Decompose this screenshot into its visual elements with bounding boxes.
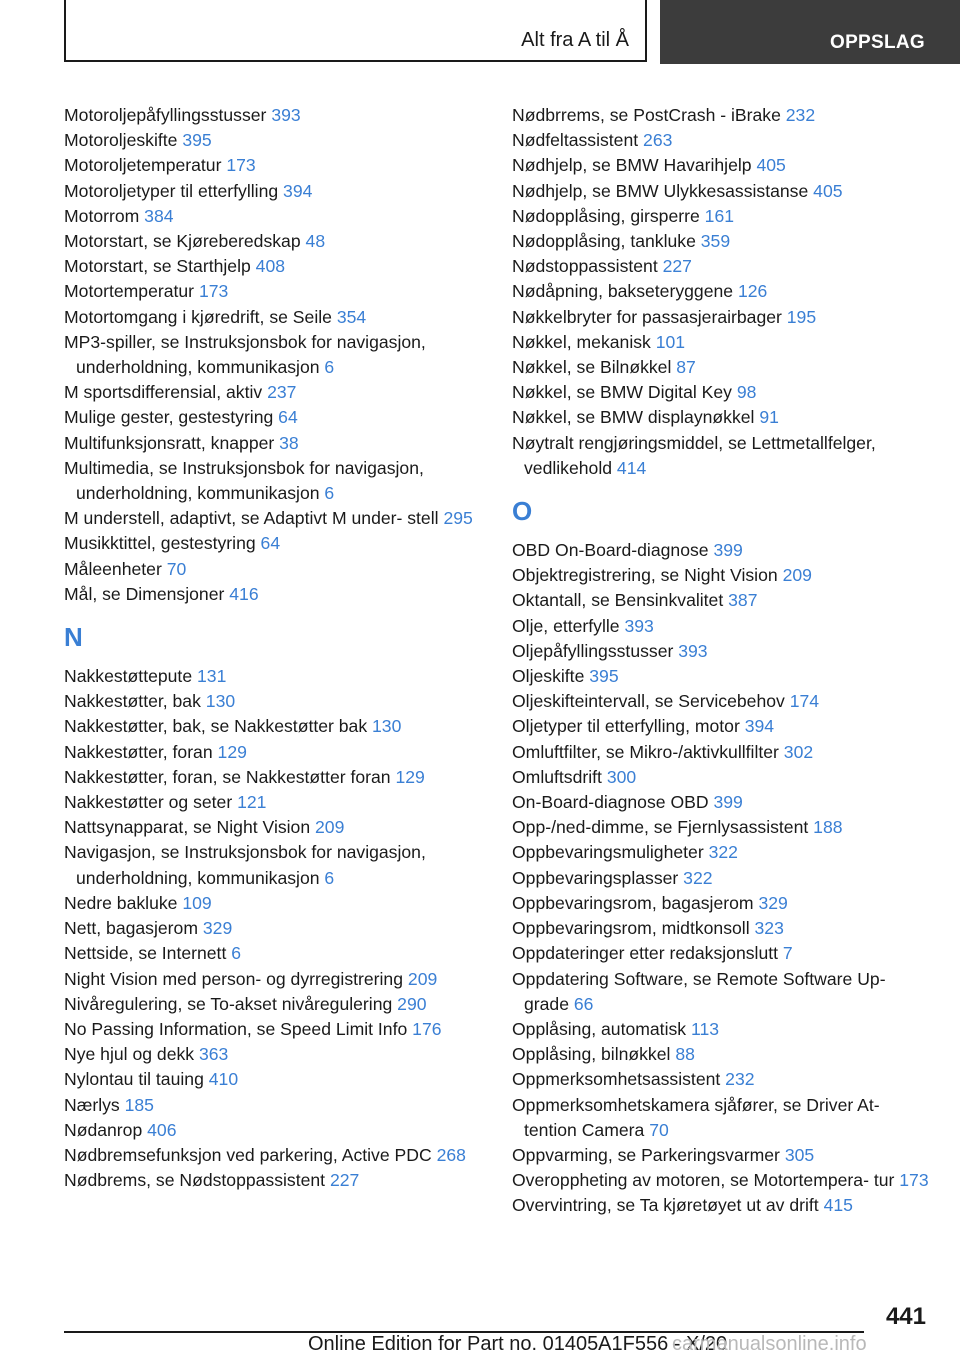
index-entry-text: Nødanrop [64,1119,143,1140]
index-entry [512,1017,932,1042]
page-reference-link[interactable]: 387 [728,590,758,611]
index-entry [512,967,932,1017]
index-entry [512,765,932,790]
index-entry-text: Motorstart, se Kjøreberedskap [64,231,301,252]
page-reference-link[interactable]: 227 [662,256,692,277]
index-entry [512,588,932,613]
page-reference-link[interactable]: 130 [372,716,402,737]
index-entry [64,840,494,890]
index-entry-text: Nøkkel, se BMW Digital Key [512,382,732,403]
page-reference-link[interactable]: 173 [226,155,256,176]
page-reference-link[interactable]: 113 [690,1018,720,1039]
index-entry-text: Nakkestøtter, bak, se Nakkestøtter bak [64,716,368,737]
page-reference-link[interactable]: 176 [412,1018,442,1039]
page-reference-link[interactable]: 354 [336,306,367,327]
page-reference-link[interactable]: 232 [725,1069,755,1090]
page-reference-link[interactable]: 185 [124,1094,154,1115]
index-entry [64,103,494,128]
index-entry-text: Nøkkel, se BMW displaynøkkel [512,407,755,428]
index-entry [512,1067,932,1092]
index-entry-text: Nye hjul og dekk [64,1044,195,1065]
index-entry-text: Oppmerksomhetskamera sjåfører, se Driver At‐ tention Camera [512,1094,880,1140]
page-reference-link[interactable]: 173 [899,1170,929,1191]
index-entry-text: Nett, bagasjerom [64,918,198,939]
page-reference-link[interactable]: 237 [267,382,297,403]
index-column-left [64,103,494,1193]
index-entry [64,128,494,153]
index-entry-text: Night Vision med person- og dyrregistrering [64,968,404,989]
index-entry [512,1143,932,1168]
index-entry-text: Nødbremsefunksjon ved parkering, Active PDC [64,1144,432,1165]
page-reference-link[interactable]: 359 [700,231,731,252]
index-entry [64,153,494,178]
index-entry [64,1143,494,1168]
page-reference-link[interactable]: 6 [324,867,335,888]
page-reference-link[interactable]: 6 [324,357,335,378]
page-reference-link[interactable]: 405 [756,155,786,176]
index-entry [64,557,494,582]
page-reference-link[interactable]: 322 [683,867,713,888]
page-reference-link[interactable]: 410 [208,1069,239,1090]
page-reference-link[interactable]: 408 [255,256,286,277]
index-entry-text: Nødhjelp, se BMW Ulykkesassistanse [512,180,809,201]
index-entry [64,941,494,966]
page-reference-link[interactable]: 129 [395,766,425,787]
index-entry-text: Nødfeltassistent [512,130,639,151]
index-entry [512,128,932,153]
chapter-title: OPPSLAG [830,32,926,53]
index-entry-text: Oljeskifteintervall, se Servicebehov [512,691,785,712]
index-entry-text: Nødopplåsing, girsperre [512,205,700,226]
index-entry [512,431,932,481]
index-entry-text: OBD On-Board-diagnose [512,540,709,561]
index-entry [64,1168,494,1193]
index-entry-text: Nakkestøtter, foran [64,741,213,762]
page-reference-link[interactable]: 323 [754,918,784,939]
page-reference-link[interactable]: 329 [202,918,233,939]
page-reference-link[interactable]: 48 [305,231,326,252]
index-entry-text: Mål, se Dimensjoner [64,583,225,604]
index-entry [512,204,932,229]
page-reference-link[interactable]: 64 [260,533,281,554]
index-entry-text: Oppbevaringsrom, midtkonsoll [512,918,750,939]
index-entry-text: Nakkestøttepute [64,666,193,687]
page-reference-link[interactable]: 300 [606,766,637,787]
index-entry [64,916,494,941]
index-entry-text: M understell, adaptivt, se Adaptivt M under‐ stell [64,508,439,529]
index-entry-text: M sportsdifferensial, aktiv [64,382,263,403]
index-entry [64,1017,494,1042]
index-entry [64,305,494,330]
index-letter-heading: O [512,496,533,527]
page-reference-link[interactable]: 131 [197,666,227,687]
index-entry-text: Opp-/ned-dimme, se Fjernlysassistent [512,817,809,838]
index-entry [512,614,932,639]
index-entry-text: On-Board-diagnose OBD [512,792,709,813]
index-entry [512,229,932,254]
edition-text: Online Edition for Part no. 01405A1F556 - X/20 [308,1333,728,1355]
page-reference-link[interactable]: 295 [443,508,473,529]
index-entry-text: Overoppheting av motoren, se Motortempera‐ tur [512,1170,895,1191]
page-reference-link[interactable]: 329 [758,892,788,913]
page-reference-link[interactable]: 322 [708,842,738,863]
index-entry [64,254,494,279]
index-entry [64,229,494,254]
page-reference-link[interactable]: 121 [237,792,267,813]
index-entry [64,967,494,992]
index-column-right [512,103,932,1219]
index-entry [512,538,932,563]
index-entry-text: Nødopplåsing, tankluke [512,231,696,252]
index-entry [512,664,932,689]
index-entry-text: Motoroljepåfyllingsstusser [64,105,267,125]
index-entry-text: Oppbevaringsrom, bagasjerom [512,892,754,913]
page-reference-link[interactable]: 405 [813,180,843,201]
index-entry [64,431,494,456]
index-entry-text: No Passing Information, se Speed Limit Info [64,1018,408,1039]
page-reference-link[interactable]: 414 [616,457,647,478]
page-reference-link[interactable]: 415 [823,1195,853,1216]
index-entry [64,204,494,229]
index-entry [64,1118,494,1143]
index-entry-text: Oppbevaringsplasser [512,867,679,888]
index-entry [64,790,494,815]
index-entry-text: Nedre bakluke [64,892,178,913]
page-reference-link[interactable]: 6 [324,483,335,504]
index-entry-text: Omluftfilter, se Mikro-/aktivkullfilter [512,741,779,762]
page-reference-link[interactable]: 109 [182,892,212,913]
index-entry [64,1042,494,1067]
page-reference-link[interactable]: 393 [678,640,708,661]
index-entry [512,714,932,739]
page-reference-link[interactable]: 394 [744,716,775,737]
index-entry [512,891,932,916]
page-reference-link[interactable]: 302 [783,741,814,762]
index-entry [64,279,494,304]
index-entry [512,840,932,865]
index-entry-text: Oktantall, se Bensinkvalitet [512,590,724,611]
page-reference-link[interactable]: 394 [283,180,313,201]
index-entry-text: Nærlys [64,1094,120,1115]
index-entry-text: Nødhjelp, se BMW Havarihjelp [512,155,752,176]
index-entry-text: Oppvarming, se Parkeringsvarmer [512,1144,780,1165]
index-entry-text: Nødbrems, se Nødstoppassistent [64,1170,326,1191]
page-reference-link[interactable]: 209 [315,817,345,838]
index-entry-text: Motoroljeskifte [64,130,178,151]
page-reference-link[interactable]: 130 [205,691,236,712]
index-entry-text: Nylontau til tauing [64,1069,204,1090]
index-entry-text: Nøkkel, se Bilnøkkel [512,357,672,378]
index-entry-text: Nøytralt rengjøringsmiddel, se Lettmetallfelger, vedlikehold [512,432,876,478]
page-reference-link[interactable]: 66 [573,993,594,1014]
index-entry-text: Oppdateringer etter redaksjonslutt [512,943,779,964]
page-reference-link[interactable]: 64 [278,407,298,428]
page-reference-link[interactable]: 173 [198,281,229,302]
index-entry-text: Motoroljetyper til etterfylling [64,180,279,201]
index-entry [512,740,932,765]
page-reference-link[interactable]: 88 [675,1044,695,1065]
index-entry [512,405,932,430]
index-entry-text: Omluftsdrift [512,766,602,787]
page-reference-link[interactable]: 129 [217,741,247,762]
index-entry [512,254,932,279]
index-entry [512,330,932,355]
index-entry [64,506,494,531]
index-entry [512,639,932,664]
page-reference-link[interactable]: 406 [147,1119,177,1140]
index-entry [512,153,932,178]
page-reference-link[interactable]: 416 [229,583,259,604]
page-reference-link[interactable]: 126 [737,281,768,302]
page-reference-link[interactable]: 290 [397,993,427,1014]
index-entry [512,1042,932,1067]
index-entry-text: Oppdatering Software, se Remote Software Up‐ grade [512,968,886,1014]
index-entry-text: Oljeskifte [512,666,585,687]
index-entry-text: Nødstoppassistent [512,256,658,277]
index-entry [64,380,494,405]
index-entry-text: Multifunksjonsratt, knapper [64,432,275,453]
section-title: Alt fra A til Å [521,29,629,51]
chapter-tab [660,0,960,64]
page-reference-link[interactable]: 195 [786,306,817,327]
index-entry-text: Oljepåfyllingsstusser [512,640,674,661]
page-reference-link[interactable]: 399 [713,540,743,561]
index-entry-text: Nøkkel, mekanisk [512,331,651,352]
page-reference-link[interactable]: 70 [166,558,187,579]
index-entry-text: Måleenheter [64,558,162,579]
index-entry-text: Nødåpning, bakseteryggene [512,281,734,302]
page-reference-link[interactable]: 98 [736,382,757,403]
index-entry [64,405,494,430]
page-reference-link[interactable]: 232 [785,105,816,125]
page-reference-link[interactable]: 91 [759,407,779,428]
index-entry-text: Motorstart, se Starthjelp [64,256,251,277]
index-entry-text: Nakkestøtter og seter [64,792,233,813]
page-number: 441 [885,1303,926,1330]
index-entry-text: Nettside, se Internett [64,943,227,964]
index-entry [512,179,932,204]
index-entry [64,456,494,506]
page-reference-link[interactable]: 6 [231,943,242,964]
index-entry-text: Motortemperatur [64,281,195,302]
index-entry-text: Multimedia, se Instruksjonsbok for navigasjon, underholdning, kommunikasjon [64,457,424,504]
index-entry-text: Nivåregulering, se To-akset nivåregulering [64,993,393,1014]
section-header [64,0,647,62]
index-entry-text: Olje, etterfylle [512,615,620,636]
index-entry-text: Nattsynapparat, se Night Vision [64,817,311,838]
index-entry [512,689,932,714]
index-entry [512,355,932,380]
index-entry [64,1093,494,1118]
index-entry-text: Motorrom [64,205,140,226]
index-entry [64,714,494,739]
page-reference-link[interactable]: 227 [329,1170,360,1191]
index-entry [64,664,494,689]
index-entry [512,866,932,891]
index-entry-text: MP3-spiller, se Instruksjonsbok for navigasjon, underholdning, kommunikasjon [64,331,426,378]
page-reference-link[interactable]: 268 [436,1144,466,1165]
index-entry [512,103,932,128]
index-entry [512,790,932,815]
index-entry-text: Motortomgang i kjøredrift, se Seile [64,306,332,327]
index-entry-text: Objektregistrering, se Night Vision [512,565,778,586]
index-entry [64,1067,494,1092]
page-reference-link[interactable]: 395 [182,130,212,151]
index-entry-text: Nakkestøtter, bak [64,691,201,712]
index-entry [512,1193,932,1218]
page-reference-link[interactable]: 384 [144,205,174,226]
page-reference-link[interactable]: 395 [589,666,619,687]
index-entry [512,916,932,941]
index-entry [64,765,494,790]
page-reference-link[interactable]: 209 [782,565,812,586]
index-entry [512,815,932,840]
index-entry [64,531,494,556]
index-entry [64,582,494,607]
page-reference-link[interactable]: 38 [279,432,299,453]
index-entry-text: Motoroljetemperatur [64,155,222,176]
index-entry [64,740,494,765]
index-entry-text: Nakkestøtter, foran, se Nakkestøtter foran [64,766,391,787]
page-reference-link[interactable]: 7 [782,943,793,964]
index-entry-text: Opplåsing, bilnøkkel [512,1044,671,1065]
index-entry-text: Navigasjon, se Instruksjonsbok for navigasjon, underholdning, kommunikasjon [64,842,426,888]
index-entry [512,941,932,966]
page-reference-link[interactable]: 263 [643,130,673,151]
page-reference-link[interactable]: 363 [198,1044,229,1065]
index-entry [64,891,494,916]
page-reference-link[interactable]: 174 [789,691,820,712]
page-reference-link[interactable]: 188 [813,817,843,838]
index-entry-text: Nødbrrems, se PostCrash - iBrake [512,105,781,125]
page-reference-link[interactable]: 393 [271,105,301,125]
watermark: carmanualsonline.info [672,1333,867,1355]
index-entry [512,1093,932,1143]
page-reference-link[interactable]: 87 [676,357,696,378]
index-entry-text: Oppbevaringsmuligheter [512,842,704,863]
page-reference-link[interactable]: 70 [649,1119,669,1140]
index-entry [512,279,932,304]
index-entry-text: Overvintring, se Ta kjøretøyet ut av drift [512,1195,819,1216]
index-entry [512,380,932,405]
index-entry [64,815,494,840]
index-entry [64,689,494,714]
index-entry [512,305,932,330]
index-entry [64,330,494,380]
index-entry-text: Nøkkelbryter for passasjerairbager [512,306,782,327]
page-reference-link[interactable]: 399 [713,792,743,813]
page-reference-link[interactable]: 209 [407,968,438,989]
index-entry-text: Mulige gester, gestestyring [64,407,274,428]
index-entry-text: Opplåsing, automatisk [512,1018,687,1039]
index-entry-text: Oljetyper til etterfylling, motor [512,716,740,737]
page-reference-link[interactable]: 305 [784,1144,815,1165]
page-reference-link[interactable]: 101 [655,331,686,352]
index-entry-text: Musikktittel, gestestyring [64,533,256,554]
index-entry [512,1168,932,1193]
index-entry [64,992,494,1017]
index-entry [64,179,494,204]
page-reference-link[interactable]: 161 [704,205,735,226]
page-reference-link[interactable]: 393 [624,615,654,636]
index-letter-heading: N [64,622,83,653]
index-entry [512,563,932,588]
index-entry-text: Oppmerksomhetsassistent [512,1069,721,1090]
